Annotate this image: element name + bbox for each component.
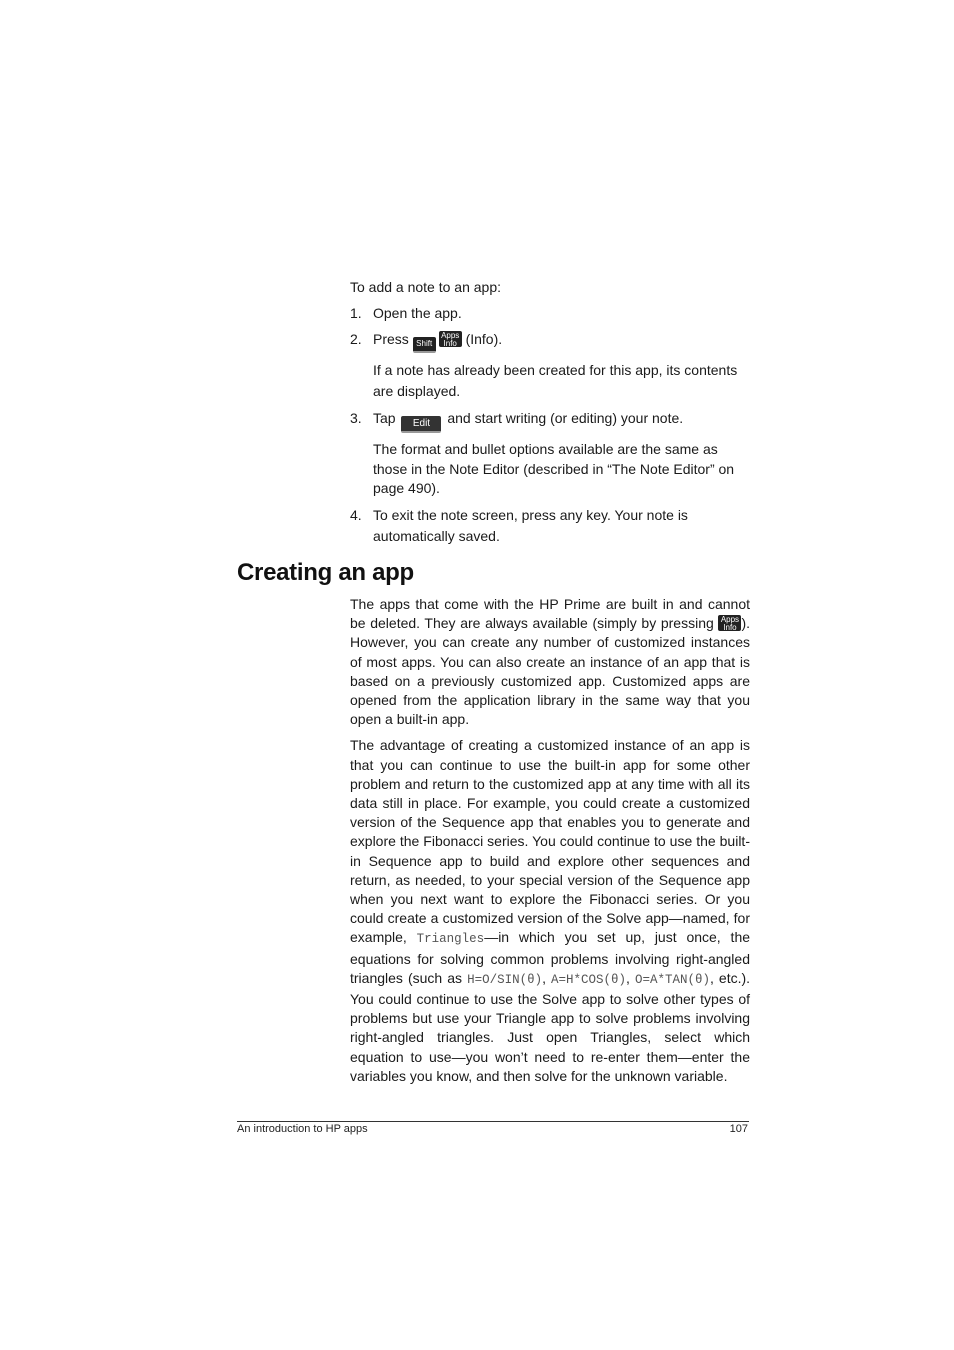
step-text-before: Tap bbox=[373, 410, 396, 427]
apps-key-icon bbox=[718, 615, 741, 631]
equation-1: H=O/SIN(θ) bbox=[467, 972, 543, 987]
step-number: 1. bbox=[350, 305, 362, 322]
paragraph-2-text-c: , etc.). You could continue to use the Solve app to solve other types of problems but use your Triangle app to solve problems involving right-angled triangles. Just open Triangles, select which equation to use—you won’t need to re-enter them—enter the variables you know, and then solve for the unknown variable. bbox=[350, 969, 751, 1084]
step-4 bbox=[350, 505, 750, 547]
paragraph-2-text-b: —in which you set up, just once, the equations for solving common problems involving right-angled triangles (such as bbox=[350, 929, 751, 986]
equation-2: A=H*COS(θ) bbox=[551, 972, 627, 987]
footer-divider bbox=[237, 1121, 749, 1122]
section-heading: Creating an app bbox=[237, 559, 414, 586]
code-app-name: Triangles bbox=[416, 932, 485, 947]
paragraph-1-text-b: ). However, you can create any number of customized instances of most apps. You can also create an instance of an app that is based on a previously customized app. Customized apps are opened from the application library in the same way that you open a built-in app. bbox=[350, 615, 750, 728]
note-instructions bbox=[350, 278, 750, 547]
step-3 bbox=[350, 409, 750, 433]
paragraph-2: The advantage of creating a customized instance of an app is that you can continue to use the built-in app for some other problem and return to the customized app at any time with all its data still in place. For example, you could create a customized version of the Sequence app that enables you to generate and explore the Fibonacci series. You could continue to use the built-in Sequence app to build and explore other sequences and return, as needed, to your special version of the Sequence app when you next want to explore the Fibonacci series. Or you could create a customized version of the Solve app—named, for example, Triangles—in which you set up, just once, the equations for solving common problems involving right-angled triangles (such as H=O/SIN(θ), A=H*COS(θ), O=A*TAN(θ), etc.). You could continue to use the Solve app to solve other types of problems but use your Triangle app to solve problems involving right-angled triangles. Just open Triangles, select which equation to use—you won’t need to re-enter them—enter the variables you know, and then solve for the unknown variable. bbox=[350, 737, 751, 1084]
intro-lead: To add a note to an app: bbox=[350, 279, 502, 295]
step-number: 2. bbox=[350, 331, 362, 348]
step-2 bbox=[350, 330, 750, 353]
step-text-after: (Info). bbox=[465, 331, 503, 348]
footer-chapter-title: An introduction to HP apps bbox=[237, 1123, 368, 1135]
apps-key-icon bbox=[439, 331, 462, 347]
equation-3: O=A*TAN(θ) bbox=[634, 972, 710, 987]
paragraph-1-text-a: The apps that come with the HP Prime are built in and cannot be deleted. They are always available (simply by pressing bbox=[350, 596, 750, 632]
footer-page-number: 107 bbox=[729, 1123, 748, 1135]
section-body bbox=[350, 595, 750, 1093]
step-text: To exit the note screen, press any key. Your note is automatically saved. bbox=[373, 507, 688, 545]
step-text-before: Press bbox=[373, 331, 409, 348]
step-2-note: If a note has already been created for this app, its contents are displayed. bbox=[373, 362, 738, 400]
step-3-note: The format and bullet options available are the same as those in the Note Editor (described in “The Note Editor” on page 490). bbox=[373, 441, 735, 496]
step-number: 4. bbox=[350, 507, 362, 524]
apps-key-bottom-label: Info bbox=[443, 339, 457, 349]
shift-key-label: Shift bbox=[416, 339, 433, 349]
step-text: Open the app. bbox=[373, 305, 462, 322]
paragraph-1 bbox=[350, 595, 750, 729]
shift-key-icon bbox=[413, 337, 436, 353]
edit-softkey-icon: Edit bbox=[401, 416, 441, 433]
apps-key-bottom-label: Info bbox=[723, 623, 737, 633]
apps-key-top-label: Apps bbox=[441, 331, 460, 341]
step-text-after: and start writing (or editing) your note. bbox=[447, 410, 684, 427]
apps-key-top-label: Apps bbox=[720, 615, 740, 625]
step-number: 3. bbox=[350, 410, 362, 427]
step-1 bbox=[350, 304, 750, 323]
paragraph-2-text-a: The advantage of creating a customized instance of an app is that you can continue to use the built-in app for some other problem and return to the customized app at any time with all its data still in place. For example, you could create a customized version of the Sequence app that enables you to generate and explore the Fibonacci series. You could continue to use the built-in Sequence app to build and explore other sequences and return, as needed, to your special version of the Sequence app when you next want to explore the Fibonacci series. Or you could create a customized version of the Solve app—named, for example, bbox=[350, 737, 750, 946]
